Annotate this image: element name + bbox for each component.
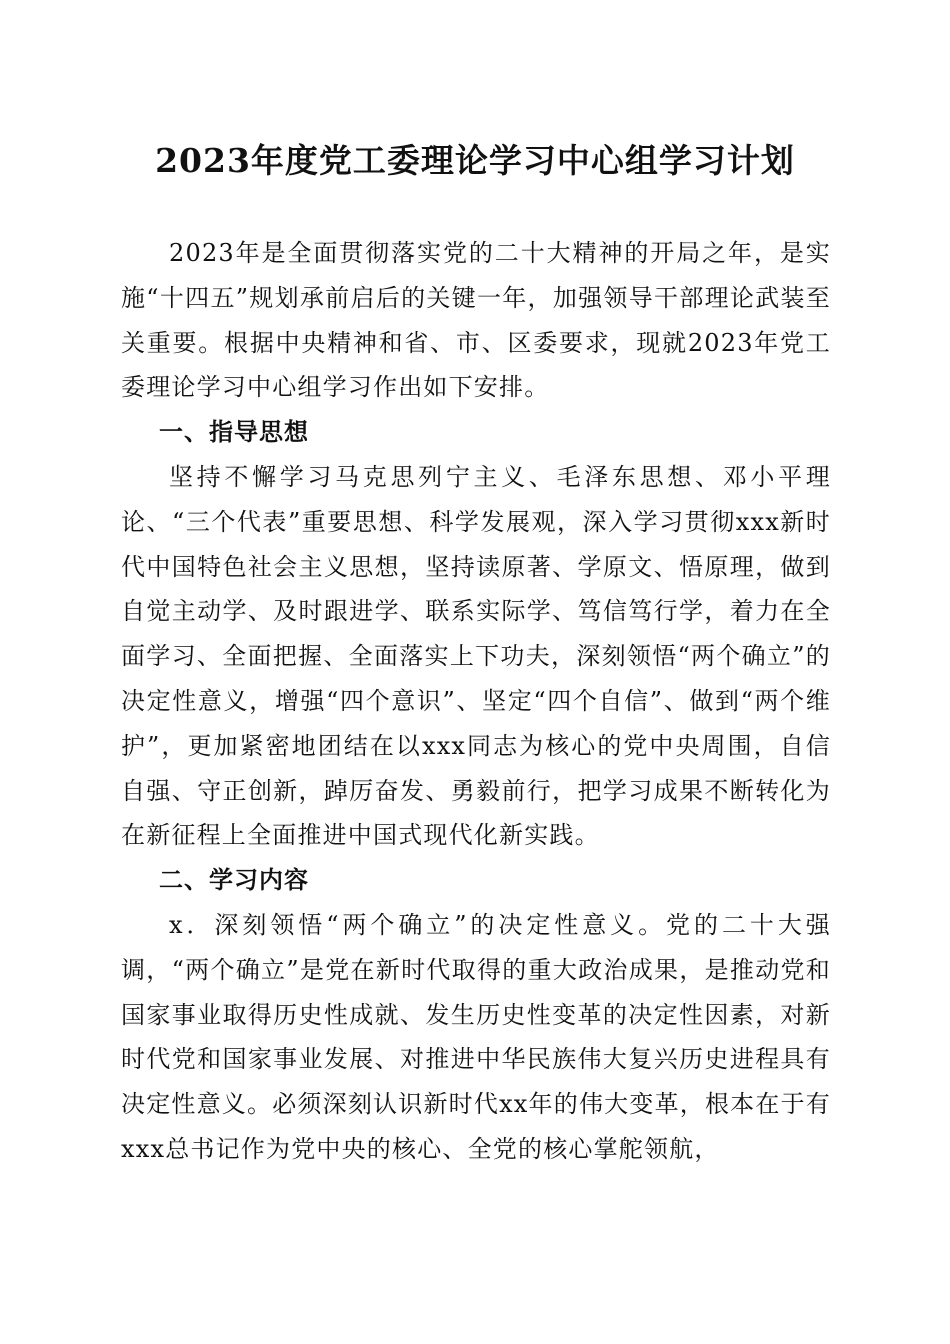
document-body [121,231,831,1172]
section-heading-study-content: 二、学习内容 [159,866,309,895]
study-content-paragraph: x．深刻领悟“两个确立”的决定性意义。党的二十大强调，“两个确立”是党在新时代取得的重大政治成果，是推动党和国家事业取得历史性成就、发生历史性变革的决定性因素，对新时代党和国家事业发展、对推进中华民族伟大复兴历史进程具有决定性意义。必须深刻认识新时代xx年的伟大变革，根本在于有xxx总书记作为党中央的核心、全党的核心掌舵领航， [121,910,831,1163]
guiding-ideology-paragraph: 坚持不懈学习马克思列宁主义、毛泽东思想、邓小平理论、“三个代表”重要思想、科学发展观，深入学习贯彻xxx新时代中国特色社会主义思想，坚持读原著、学原文、悟原理，做到自觉主动学、及时跟进学、联系实际学、笃信笃行学，着力在全面学习、全面把握、全面落实上下功夫，深刻领悟“两个确立”的决定性意义，增强“四个意识”、坚定“四个自信”、做到“两个维护”，更加紧密地团结在以xxx同志为核心的党中央周围，自信自强、守正创新，踔厉奋发、勇毅前行，把学习成果不断转化为在新征程上全面推进中国式现代化新实践。 [121,462,831,850]
section-heading-guiding-ideology: 一、指导思想 [159,418,309,447]
intro-paragraph: 2023年是全面贯彻落实党的二十大精神的开局之年，是实施“十四五”规划承前启后的关键一年，加强领导干部理论武装至关重要。根据中央精神和省、市、区委要求，现就2023年党工委理论学习中心组学习作出如下安排。 [121,239,831,402]
document-title: 2023年度党工委理论学习中心组学习计划 [155,141,795,180]
